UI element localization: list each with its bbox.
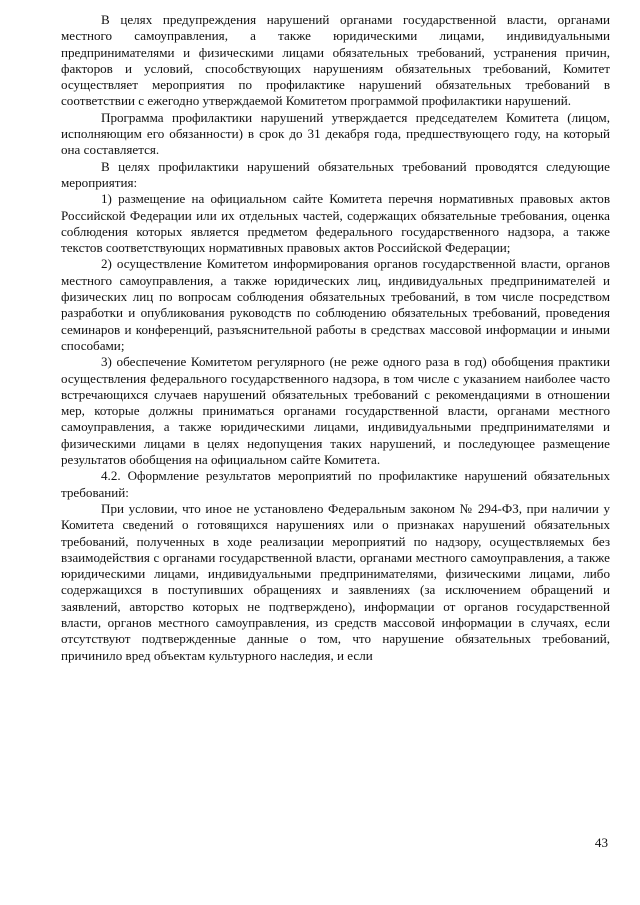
section-heading-4-2: 4.2. Оформление результатов мероприятий по профилактике нарушений обязательных требований:	[61, 468, 610, 500]
list-item-2: 2) осуществление Комитетом информирования органов государственной власти, органов местного самоуправления, а также юридических лиц, индивидуальных предпринимателей и физических лиц по вопросам соблюдения обязательных требований, в том числе посредством разработки и опубликования руководств по соблюдению обязательных требований, проведения семинаров и конференций, разъяснительной работы в средствах массовой информации и иными способами;	[61, 256, 610, 353]
page-number: 43	[594, 835, 608, 850]
paragraph-measures-intro: В целях профилактики нарушений обязательных требований проводятся следующие мероприятия:	[61, 158, 610, 190]
paragraph-conditions: При условии, что иное не установлено Федеральным законом № 294-ФЗ, при наличии у Комитета сведений о готовящихся нарушениях или о признаках нарушений обязательных требований, полученных в ходе реализации мероприятий по надзору, осуществляемых без взаимодействия с органами государственной власти, органами местного самоуправления, а также юридическими лицами, индивидуальными предпринимателями, физическими лицами, либо содержащихся в поступивших обращениях и заявлениях (за исключением обращений и заявлений, авторство которых не подтверждено), информации от органов государственной власти, органов местного самоуправления, из средств массовой информации в случаях, если отсутствуют подтвержденные данные о том, что нарушение обязательных требований, причинило вред объектам культурного наследия, и если	[61, 500, 610, 663]
document-body	[61, 12, 610, 664]
list-item-1: 1) размещение на официальном сайте Комитета перечня нормативных правовых актов Российской Федерации или их отдельных частей, содержащих обязательные требования, оценка соблюдения которых является предметом федерального государственного надзора, а также текстов соответствующих нормативных правовых актов Российской Федерации;	[61, 191, 610, 256]
paragraph-program-approval: Программа профилактики нарушений утверждается председателем Комитета (лицом, исполняющим его обязанности) в срок до 31 декабря года, предшествующего году, на который она составляется.	[61, 109, 610, 158]
list-item-3: 3) обеспечение Комитетом регулярного (не реже одного раза в год) обобщения практики осуществления федерального государственного надзора, в том числе с указанием наиболее часто встречающихся случаев нарушений обязательных требований с рекомендациями в отношении мер, которые должны приниматься органами государственной власти, органами местного самоуправления, а также юридическими лицами, индивидуальными предпринимателями и физическими лицами в целях недопущения таких нарушений, и последующее размещение результатов обобщения на официальном сайте Комитета.	[61, 354, 610, 468]
paragraph-prevention-measures: В целях предупреждения нарушений органами государственной власти, органами местного самоуправления, а также юридическими лицами, индивидуальными предпринимателями и физическими лицами обязательных требований, устранения причин, факторов и условий, способствующих нарушениям обязательных требований, Комитет осуществляет мероприятия по профилактике нарушений обязательных требований в соответствии с ежегодно утверждаемой Комитетом программой профилактики нарушений.	[61, 12, 610, 109]
